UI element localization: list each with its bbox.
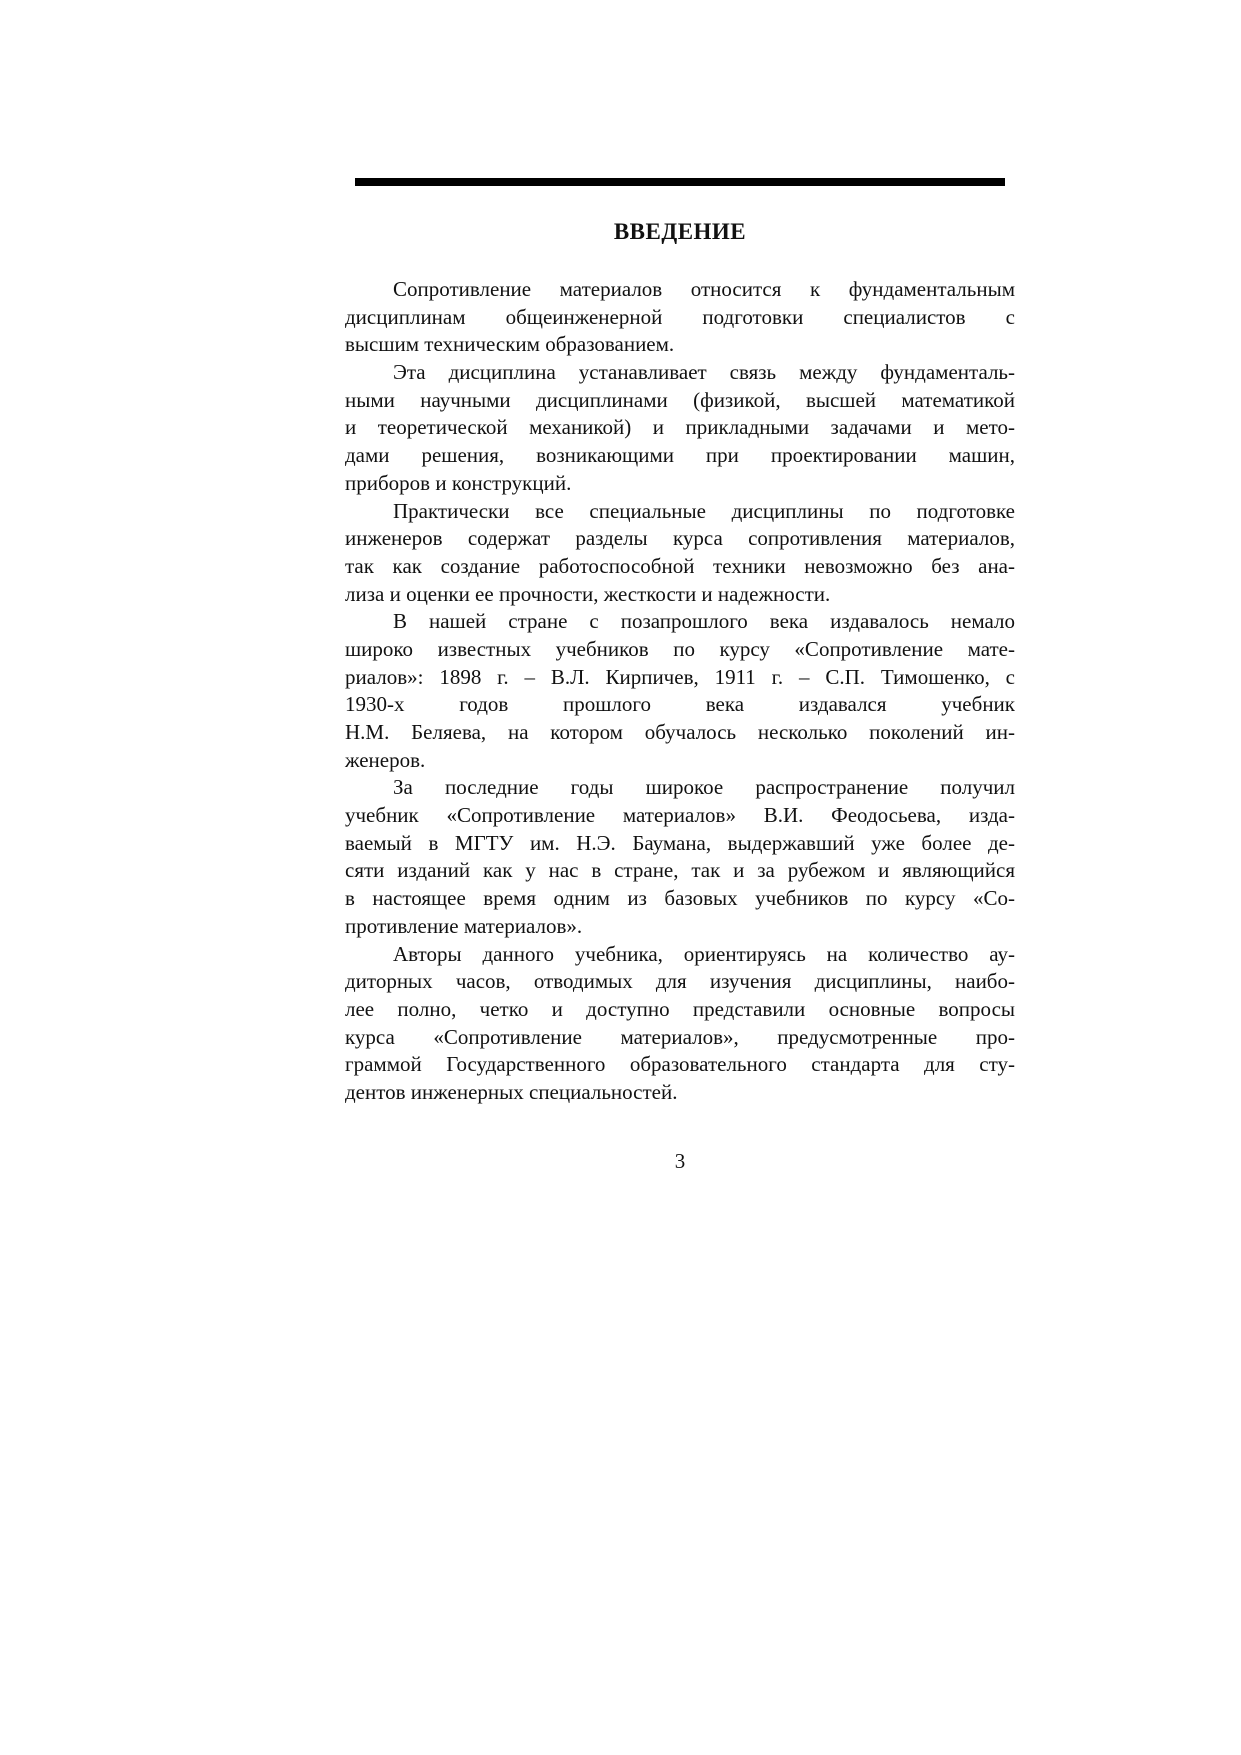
text-line: 1930-х годов прошлого века издавался учебник: [345, 692, 1015, 717]
text-line: так как создание работоспособной техники невозможно без ана-: [345, 553, 1015, 578]
page-title: ВВЕДЕНИЕ: [613, 219, 747, 244]
text-line: ными научными дисциплинами (физикой, высшей математикой: [345, 387, 1015, 412]
text-line: Практически все специальные дисциплины по подготовке: [393, 498, 1015, 523]
body-text: [345, 276, 1015, 1107]
text-line: За последние годы широкое распространение получил: [393, 775, 1015, 800]
text-line: Эта дисциплина устанавливает связь между фундаменталь-: [393, 360, 1015, 385]
text-line: приборов и конструкций.: [345, 470, 572, 495]
text-line: диторных часов, отводимых для изучения дисциплины, наибо-: [345, 969, 1015, 994]
text-line: Сопротивление материалов относится к фундаментальным: [393, 277, 1015, 301]
page-number: 3: [674, 1149, 686, 1173]
text-line: женеров.: [345, 747, 426, 772]
text-line: дами решения, возникающими при проектировании машин,: [345, 443, 1015, 468]
text-line: широко известных учебников по курсу «Сопротивление мате-: [345, 636, 1015, 661]
text-line: и теоретической механикой) и прикладными задачами и мето-: [345, 415, 1015, 440]
text-line: в настоящее время одним из базовых учебников по курсу «Со-: [345, 886, 1015, 911]
text-line: противление материалов».: [345, 913, 583, 938]
text-line: инженеров содержат разделы курса сопротивления материалов,: [345, 526, 1015, 551]
text-line: дисциплинам общеинженерной подготовки специалистов с: [345, 304, 1015, 329]
text-line: лее полно, четко и доступно представили основные вопросы: [345, 996, 1015, 1021]
text-line: Н.М. Беляева, на котором обучалось несколько поколений ин-: [345, 720, 1015, 744]
text-line: учебник «Сопротивление материалов» В.И. Феодосьева, изда-: [345, 803, 1015, 828]
text-line: сяти изданий как у нас в стране, так и за рубежом и являющийся: [345, 858, 1015, 883]
text-line: Авторы данного учебника, ориентируясь на количество ау-: [393, 941, 1015, 966]
text-line: В нашей стране с позапрошлого века издавалось немало: [393, 609, 1015, 634]
text-line: ваемый в МГТУ им. Н.Э. Баумана, выдержавший уже более де-: [345, 830, 1015, 855]
text-line: граммой Государственного образовательного стандарта для сту-: [345, 1052, 1015, 1077]
text-line: курса «Сопротивление материалов», предусмотренные про-: [345, 1024, 1015, 1049]
text-line: дентов инженерных специальностей.: [345, 1079, 678, 1104]
text-line: лиза и оценки ее прочности, жесткости и надежности.: [345, 581, 831, 606]
text-line: высшим техническим образованием.: [345, 332, 675, 357]
header-rule: [355, 178, 1005, 186]
text-line: риалов»: 1898 г. – В.Л. Кирпичев, 1911 г. – С.П. Тимошенко, с: [345, 664, 1015, 689]
